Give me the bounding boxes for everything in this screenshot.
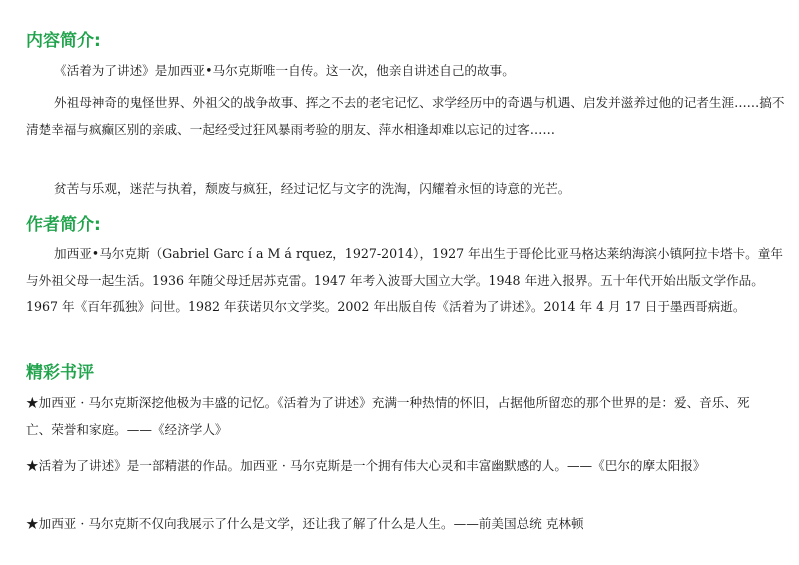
summary-heading: 内容简介: xyxy=(26,31,101,51)
summary-paragraph-3: 贫苦与乐观，迷茫与执着，颓废与疯狂，经过记忆与文字的洗淘，闪耀着永恒的诗意的光芒。 xyxy=(54,181,571,196)
summary-paragraph-1: 《活着为了讲述》是加西亚•马尔克斯唯一自传。这一次，他亲自讲述自己的故事。 xyxy=(54,63,515,78)
review-item-3: ★加西亚 · 马尔克斯不仅向我展示了什么是文学，还让我了解了什么是人生。——前美国总统 克林顿 xyxy=(26,516,584,531)
author-paragraph: 加西亚•马尔克斯（Gabriel Garc í a M á rquez，1927-2014），1927 年出生于哥伦比亚马格达莱纳海滨小镇阿拉卡塔卡。童年与外祖父母一起生活。1936 年随父母迁居苏克雷。1947 年考入波哥大国立大学。1948 年进入报界。五十年代开始出版文学作品。1967 年《百年孤独》问世。1982 年获诺贝尔文学奖。2002 年出版自传《活着为了讲述》。2014 年 4 月 17 日于墨西哥病逝。 xyxy=(26,246,783,314)
review-item-1: ★加西亚 · 马尔克斯深挖他极为丰盛的记忆。《活着为了讲述》充满一种热情的怀旧，占据他所留恋的那个世界的是：爱、音乐、死亡、荣誉和家庭。——《经济学人》 xyxy=(26,395,750,437)
summary-paragraph-2: 外祖母神奇的鬼怪世界、外祖父的战争故事、挥之不去的老宅记忆、求学经历中的奇遇与机遇、启发并滋养过他的记者生涯……搞不清楚幸福与疯癫区别的亲戚、一起经受过狂风暴雨考验的朋友、萍水相逢却难以忘记的过客…… xyxy=(26,95,785,137)
author-heading: 作者简介: xyxy=(26,215,101,235)
reviews-heading: 精彩书评 xyxy=(26,363,94,383)
review-item-2: ★活着为了讲述》是一部精湛的作品。加西亚 · 马尔克斯是一个拥有伟大心灵和丰富幽默感的人。——《巴尔的摩太阳报》 xyxy=(26,458,706,473)
